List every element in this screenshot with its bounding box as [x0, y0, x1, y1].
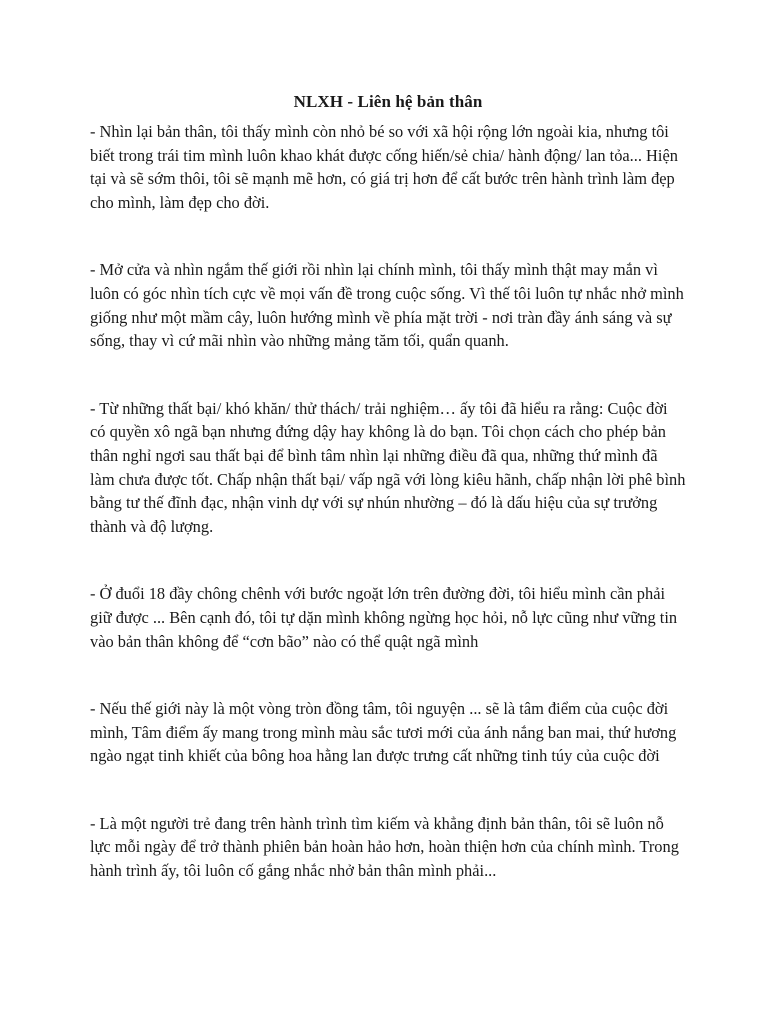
paragraph-1: - Nhìn lại bản thân, tôi thấy mình còn nhỏ bé so với xã hội rộng lớn ngoài kia, nhưng tôi biết trong trái tim mình luôn khao khát được cống hiến/sẻ chia/ hành động/ lan tỏa... Hiện tại và sẽ sớm thôi, tôi sẽ mạnh mẽ hơn, có giá trị hơn để cất bước trên hành trình làm đẹp cho mình, làm đẹp cho đời.: [90, 122, 678, 212]
document-title: NLXH - Liên hệ bản thân: [293, 92, 483, 111]
paragraph-5: - Nếu thế giới này là một vòng tròn đồng tâm, tôi nguyện ... sẽ là tâm điểm của cuộc đời mình, Tâm điểm ấy mang trong mình màu sắc tươi mới của ánh nắng ban mai, thứ hương ngào ngạt tinh khiết của bông hoa hằng lan được trưng cất những tinh túy của cuộc đời: [90, 699, 677, 766]
paragraph-2: - Mở cửa và nhìn ngắm thế giới rồi nhìn lại chính mình, tôi thấy mình thật may mắn vì luôn có góc nhìn tích cực về mọi vấn đề trong cuộc sống. Vì thế tôi luôn tự nhắc nhở mình giống như một mầm cây, luôn hướng mình về phía mặt trời - nơi tràn đầy ánh sáng và sự sống, thay vì cứ mãi nhìn vào những mảng tăm tối, quẩn quanh.: [90, 260, 684, 351]
paragraph-3: - Từ những thất bại/ khó khăn/ thử thách/ trải nghiệm… ấy tôi đã hiểu ra rằng: Cuộc đời có quyền xô ngã bạn nhưng đứng dậy hay không là do bạn. Tôi chọn cách cho phép bản thân nghỉ ngơi sau thất bại để bình tâm nhìn lại những điều đã qua, những thứ mình đã làm chưa được tốt. Chấp nhận thất bại/ vấp ngã với lòng kiêu hãnh, chấp nhận lời phê bình bằng tư thế đĩnh đạc, nhận vinh dự với sự nhún nhường – đó là dấu hiệu của sự trưởng thành và độ lượng.: [90, 398, 686, 536]
paragraph-6: - Là một người trẻ đang trên hành trình tìm kiếm và khẳng định bản thân, tôi sẽ luôn nỗ lực mỗi ngày để trở thành phiên bản hoàn hảo hơn, hoàn thiện hơn của chính mình. Trong hành trình ấy, tôi luôn cố gắng nhắc nhở bản thân mình phải...: [90, 813, 679, 881]
paragraph-4: - Ở đuổi 18 đầy chông chênh với bước ngoặt lớn trên đường đời, tôi hiểu mình cần phải giữ được ... Bên cạnh đó, tôi tự dặn mình không ngừng học hỏi, nỗ lực cũng như vững tin vào bản thân không để “cơn bão” nào có thể quật ngã mình: [90, 584, 678, 651]
